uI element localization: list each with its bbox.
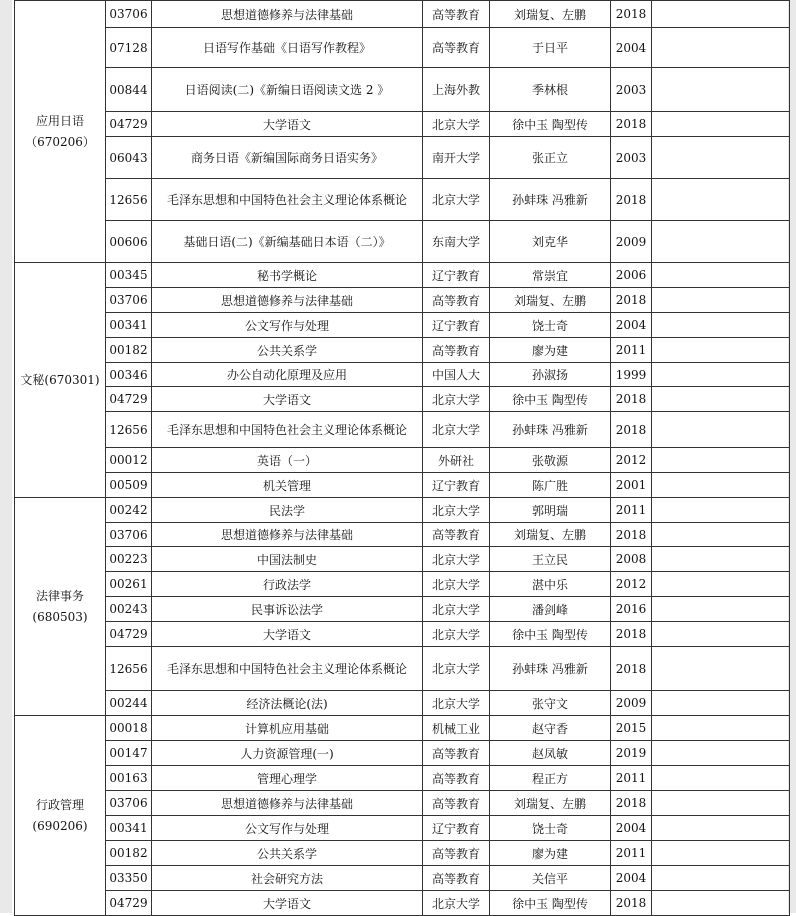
course-name-cell: 思想道德修养与法律基础 — [152, 523, 423, 547]
note-cell — [652, 691, 790, 716]
note-cell — [652, 68, 790, 112]
course-name-cell: 日语写作基础《日语写作教程》 — [152, 28, 423, 68]
course-code-cell: 04729 — [106, 622, 152, 647]
note-cell — [652, 716, 790, 741]
course-name-cell: 经济法概论(法) — [152, 691, 423, 716]
publisher-cell: 北京大学 — [423, 891, 490, 916]
major-code: (690206) — [32, 818, 88, 833]
course-code-cell: 00244 — [106, 691, 152, 716]
table-row — [15, 866, 790, 891]
publisher-cell: 北京大学 — [423, 179, 490, 221]
year-cell: 2018 — [611, 1, 652, 28]
table-row — [15, 221, 790, 263]
table-row — [15, 716, 790, 741]
major-name: 行政管理 — [35, 798, 84, 813]
table-row — [15, 1, 790, 28]
course-code-cell: 00346 — [106, 363, 152, 387]
year-cell: 2011 — [611, 766, 652, 791]
course-code-cell: 00018 — [106, 716, 152, 741]
course-name-cell: 基础日语(二)《新编基础日本语（二）》 — [152, 221, 423, 263]
course-table — [14, 0, 790, 916]
course-name-cell: 计算机应用基础 — [152, 716, 423, 741]
note-cell — [652, 28, 790, 68]
course-name-cell: 大学语文 — [152, 112, 423, 137]
publisher-cell: 高等教育 — [423, 523, 490, 547]
course-name-cell: 英语（一） — [152, 448, 423, 473]
table-row — [15, 448, 790, 473]
author-cell: 王立民 — [490, 547, 611, 572]
year-cell: 2004 — [611, 28, 652, 68]
year-cell: 2018 — [611, 179, 652, 221]
year-cell: 2012 — [611, 572, 652, 597]
publisher-cell: 北京大学 — [423, 112, 490, 137]
course-code-cell: 00147 — [106, 741, 152, 766]
publisher-cell: 北京大学 — [423, 622, 490, 647]
table-row — [15, 816, 790, 841]
major-cell — [15, 263, 106, 498]
publisher-cell: 辽宁教育 — [423, 313, 490, 338]
course-code-cell: 00223 — [106, 547, 152, 572]
author-cell: 刘克华 — [490, 221, 611, 263]
note-cell — [652, 412, 790, 448]
author-cell: 赵守香 — [490, 716, 611, 741]
publisher-cell: 高等教育 — [423, 791, 490, 816]
author-cell: 饶士奇 — [490, 313, 611, 338]
author-cell: 刘瑞复、左鹏 — [490, 1, 611, 28]
year-cell: 2019 — [611, 741, 652, 766]
major-code: （670206） — [25, 134, 95, 149]
author-cell: 刘瑞复、左鹏 — [490, 791, 611, 816]
publisher-cell: 北京大学 — [423, 597, 490, 622]
year-cell: 2001 — [611, 473, 652, 498]
author-cell: 郭明瑞 — [490, 498, 611, 523]
course-name-cell: 大学语文 — [152, 622, 423, 647]
course-code-cell: 00606 — [106, 221, 152, 263]
note-cell — [652, 448, 790, 473]
page-edge-left — [0, 0, 12, 913]
table-row — [15, 387, 790, 412]
table-row — [15, 498, 790, 523]
note-cell — [652, 179, 790, 221]
publisher-cell: 高等教育 — [423, 741, 490, 766]
publisher-cell: 高等教育 — [423, 338, 490, 363]
course-name-cell: 公文写作与处理 — [152, 816, 423, 841]
note-cell — [652, 766, 790, 791]
table-row — [15, 412, 790, 448]
note-cell — [652, 891, 790, 916]
publisher-cell: 北京大学 — [423, 647, 490, 691]
author-cell: 张正立 — [490, 137, 611, 179]
major-code: (680503) — [32, 609, 88, 624]
table-row — [15, 647, 790, 691]
year-cell: 2018 — [611, 622, 652, 647]
course-code-cell: 00844 — [106, 68, 152, 112]
year-cell: 2012 — [611, 448, 652, 473]
course-code-cell: 00243 — [106, 597, 152, 622]
author-cell: 徐中玉 陶型传 — [490, 112, 611, 137]
year-cell: 2018 — [611, 387, 652, 412]
author-cell: 孙蚌珠 冯雅新 — [490, 647, 611, 691]
author-cell: 孙蚌珠 冯雅新 — [490, 179, 611, 221]
publisher-cell: 北京大学 — [423, 498, 490, 523]
table-body — [15, 1, 790, 916]
course-code-cell: 00182 — [106, 841, 152, 866]
course-code-cell: 00509 — [106, 473, 152, 498]
course-name-cell: 大学语文 — [152, 891, 423, 916]
author-cell: 季林根 — [490, 68, 611, 112]
course-name-cell: 思想道德修养与法律基础 — [152, 288, 423, 313]
table-row — [15, 523, 790, 547]
course-code-cell: 00341 — [106, 816, 152, 841]
note-cell — [652, 597, 790, 622]
author-cell: 湛中乐 — [490, 572, 611, 597]
course-code-cell: 07128 — [106, 28, 152, 68]
table-row — [15, 547, 790, 572]
table-row — [15, 288, 790, 313]
publisher-cell: 高等教育 — [423, 866, 490, 891]
table-row — [15, 28, 790, 68]
note-cell — [652, 647, 790, 691]
author-cell: 常崇宜 — [490, 263, 611, 288]
year-cell: 2018 — [611, 288, 652, 313]
note-cell — [652, 741, 790, 766]
course-code-cell: 00261 — [106, 572, 152, 597]
year-cell: 2006 — [611, 263, 652, 288]
author-cell: 孙淑扬 — [490, 363, 611, 387]
note-cell — [652, 523, 790, 547]
major-name: 法律事务 — [35, 589, 84, 604]
course-name-cell: 办公自动化原理及应用 — [152, 363, 423, 387]
year-cell: 2003 — [611, 68, 652, 112]
note-cell — [652, 1, 790, 28]
table-row — [15, 473, 790, 498]
year-cell: 2015 — [611, 716, 652, 741]
course-code-cell: 04729 — [106, 891, 152, 916]
table-row — [15, 891, 790, 916]
note-cell — [652, 498, 790, 523]
course-code-cell: 06043 — [106, 137, 152, 179]
year-cell: 2004 — [611, 313, 652, 338]
table-row — [15, 572, 790, 597]
publisher-cell: 南开大学 — [423, 137, 490, 179]
course-code-cell: 03706 — [106, 1, 152, 28]
table-row — [15, 791, 790, 816]
year-cell: 2003 — [611, 137, 652, 179]
major-name: 应用日语 — [35, 114, 84, 129]
publisher-cell: 高等教育 — [423, 1, 490, 28]
table-row — [15, 741, 790, 766]
publisher-cell: 北京大学 — [423, 691, 490, 716]
publisher-cell: 辽宁教育 — [423, 263, 490, 288]
course-name-cell: 公文写作与处理 — [152, 313, 423, 338]
publisher-cell: 辽宁教育 — [423, 473, 490, 498]
course-name-cell: 思想道德修养与法律基础 — [152, 1, 423, 28]
course-code-cell: 00242 — [106, 498, 152, 523]
publisher-cell: 北京大学 — [423, 572, 490, 597]
note-cell — [652, 363, 790, 387]
course-name-cell: 管理心理学 — [152, 766, 423, 791]
author-cell: 徐中玉 陶型传 — [490, 387, 611, 412]
course-name-cell: 行政法学 — [152, 572, 423, 597]
course-name-cell: 人力资源管理(一) — [152, 741, 423, 766]
publisher-cell: 外研社 — [423, 448, 490, 473]
author-cell: 张敬源 — [490, 448, 611, 473]
year-cell: 2018 — [611, 647, 652, 691]
publisher-cell: 北京大学 — [423, 412, 490, 448]
year-cell: 2011 — [611, 841, 652, 866]
course-code-cell: 00012 — [106, 448, 152, 473]
year-cell: 2011 — [611, 338, 652, 363]
publisher-cell: 高等教育 — [423, 766, 490, 791]
author-cell: 于日平 — [490, 28, 611, 68]
author-cell: 徐中玉 陶型传 — [490, 622, 611, 647]
year-cell: 2018 — [611, 891, 652, 916]
course-name-cell: 中国法制史 — [152, 547, 423, 572]
major-cell — [15, 498, 106, 716]
table-row — [15, 313, 790, 338]
table-row — [15, 263, 790, 288]
course-code-cell: 03350 — [106, 866, 152, 891]
publisher-cell: 机械工业 — [423, 716, 490, 741]
year-cell: 2004 — [611, 866, 652, 891]
table-row — [15, 622, 790, 647]
course-code-cell: 00345 — [106, 263, 152, 288]
course-name-cell: 日语阅读(二)《新编日语阅读文选 2 》 — [152, 68, 423, 112]
table-row — [15, 179, 790, 221]
note-cell — [652, 263, 790, 288]
note-cell — [652, 791, 790, 816]
course-name-cell: 毛泽东思想和中国特色社会主义理论体系概论 — [152, 647, 423, 691]
course-code-cell: 12656 — [106, 412, 152, 448]
author-cell: 程正方 — [490, 766, 611, 791]
course-code-cell: 00182 — [106, 338, 152, 363]
year-cell: 2016 — [611, 597, 652, 622]
course-name-cell: 公共关系学 — [152, 338, 423, 363]
year-cell: 1999 — [611, 363, 652, 387]
course-name-cell: 大学语文 — [152, 387, 423, 412]
author-cell: 陈广胜 — [490, 473, 611, 498]
note-cell — [652, 841, 790, 866]
course-code-cell: 04729 — [106, 112, 152, 137]
note-cell — [652, 112, 790, 137]
publisher-cell: 北京大学 — [423, 547, 490, 572]
publisher-cell: 上海外教 — [423, 68, 490, 112]
year-cell: 2009 — [611, 221, 652, 263]
author-cell: 潘剑峰 — [490, 597, 611, 622]
author-cell: 刘瑞复、左鹏 — [490, 523, 611, 547]
author-cell: 廖为建 — [490, 841, 611, 866]
course-name-cell: 社会研究方法 — [152, 866, 423, 891]
author-cell: 孙蚌珠 冯雅新 — [490, 412, 611, 448]
table-row — [15, 68, 790, 112]
year-cell: 2018 — [611, 412, 652, 448]
major-name: 文秘 — [20, 372, 45, 387]
table-row — [15, 766, 790, 791]
publisher-cell: 高等教育 — [423, 28, 490, 68]
course-code-cell: 03706 — [106, 791, 152, 816]
year-cell: 2009 — [611, 691, 652, 716]
note-cell — [652, 622, 790, 647]
year-cell: 2004 — [611, 816, 652, 841]
course-code-cell: 12656 — [106, 179, 152, 221]
table-row — [15, 338, 790, 363]
publisher-cell: 高等教育 — [423, 841, 490, 866]
publisher-cell: 北京大学 — [423, 387, 490, 412]
publisher-cell: 辽宁教育 — [423, 816, 490, 841]
note-cell — [652, 572, 790, 597]
table-row — [15, 363, 790, 387]
course-code-cell: 12656 — [106, 647, 152, 691]
table-row — [15, 137, 790, 179]
year-cell: 2018 — [611, 791, 652, 816]
major-cell — [15, 716, 106, 916]
table-row — [15, 112, 790, 137]
course-name-cell: 思想道德修养与法律基础 — [152, 791, 423, 816]
publisher-cell: 中国人大 — [423, 363, 490, 387]
year-cell: 2011 — [611, 498, 652, 523]
course-name-cell: 机关管理 — [152, 473, 423, 498]
note-cell — [652, 137, 790, 179]
author-cell: 赵凤敏 — [490, 741, 611, 766]
publisher-cell: 高等教育 — [423, 288, 490, 313]
table-row — [15, 691, 790, 716]
major-code: (670301) — [44, 372, 100, 387]
note-cell — [652, 473, 790, 498]
course-name-cell: 公共关系学 — [152, 841, 423, 866]
course-name-cell: 民事诉讼法学 — [152, 597, 423, 622]
course-name-cell: 秘书学概论 — [152, 263, 423, 288]
table-row — [15, 841, 790, 866]
table-row — [15, 597, 790, 622]
note-cell — [652, 288, 790, 313]
year-cell: 2008 — [611, 547, 652, 572]
course-name-cell: 商务日语《新编国际商务日语实务》 — [152, 137, 423, 179]
note-cell — [652, 313, 790, 338]
course-code-cell: 04729 — [106, 387, 152, 412]
author-cell: 张守文 — [490, 691, 611, 716]
author-cell: 饶士奇 — [490, 816, 611, 841]
course-code-cell: 03706 — [106, 523, 152, 547]
major-cell — [15, 1, 106, 263]
course-code-cell: 03706 — [106, 288, 152, 313]
note-cell — [652, 338, 790, 363]
author-cell: 关信平 — [490, 866, 611, 891]
course-name-cell: 毛泽东思想和中国特色社会主义理论体系概论 — [152, 412, 423, 448]
course-code-cell: 00163 — [106, 766, 152, 791]
note-cell — [652, 547, 790, 572]
note-cell — [652, 866, 790, 891]
author-cell: 刘瑞复、左鹏 — [490, 288, 611, 313]
note-cell — [652, 816, 790, 841]
year-cell: 2018 — [611, 523, 652, 547]
course-name-cell: 民法学 — [152, 498, 423, 523]
course-name-cell: 毛泽东思想和中国特色社会主义理论体系概论 — [152, 179, 423, 221]
course-code-cell: 00341 — [106, 313, 152, 338]
year-cell: 2018 — [611, 112, 652, 137]
author-cell: 廖为建 — [490, 338, 611, 363]
author-cell: 徐中玉 陶型传 — [490, 891, 611, 916]
publisher-cell: 东南大学 — [423, 221, 490, 263]
note-cell — [652, 387, 790, 412]
note-cell — [652, 221, 790, 263]
